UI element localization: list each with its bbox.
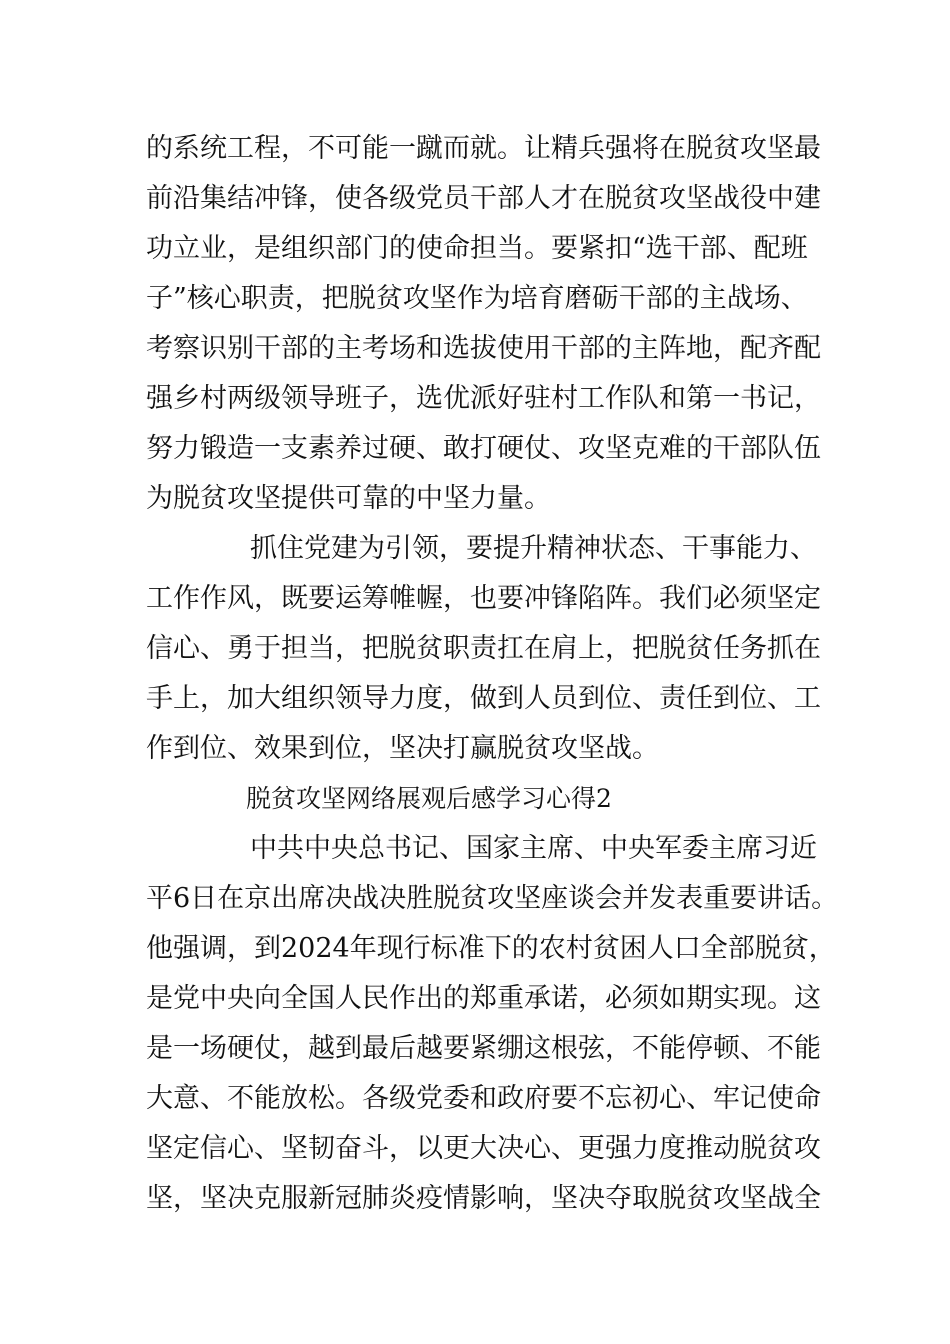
text-line: 前沿集结冲锋，使各级党员干部人才在脱贫攻坚战役中建 (146, 183, 821, 214)
text-line: 是党中央向全国人民作出的郑重承诺，必须如期实现。这 (146, 983, 821, 1014)
text-line: 努力锻造一支素养过硬、敢打硬仗、攻坚克难的干部队伍 (146, 433, 821, 464)
text-line: 考察识别干部的主考场和选拔使用干部的主阵地，配齐配 (146, 333, 821, 364)
text-line: 强乡村两级领导班子，选优派好驻村工作队和第一书记， (146, 383, 821, 414)
text-line: 信心、勇于担当，把脱贫职责扛在肩上，把脱贫任务抓在 (146, 633, 821, 664)
text-line: 子”核心职责，把脱贫攻坚作为培育磨砺干部的主战场、 (146, 283, 808, 314)
text-line: 作到位、效果到位，坚决打赢脱贫攻坚战。 (146, 733, 659, 764)
text-line: 坚定信心、坚韧奋斗，以更大决心、更强力度推动脱贫攻 (146, 1133, 821, 1164)
text-line: 功立业，是组织部门的使命担当。要紧扣“选干部、配班 (146, 233, 808, 264)
text-line: 的系统工程，不可能一蹴而就。让精兵强将在脱贫攻坚最 (146, 133, 821, 164)
paragraph-first-line: 抓住党建为引领，要提升精神状态、干事能力、 (250, 533, 817, 564)
text-line: 平6日在京出席决战决胜脱贫攻坚座谈会并发表重要讲话。 (146, 883, 839, 914)
text-line: 工作作风，既要运筹帷幄，也要冲锋陷阵。我们必须坚定 (146, 583, 821, 614)
text-line: 是一场硬仗，越到最后越要紧绷这根弦，不能停顿、不能 (146, 1033, 821, 1064)
text-line: 手上，加大组织领导力度，做到人员到位、责任到位、工 (146, 683, 821, 714)
paragraph-first-line: 中共中央总书记、国家主席、中央军委主席习近 (250, 833, 817, 864)
text-line: 大意、不能放松。各级党委和政府要不忘初心、牢记使命 (146, 1083, 821, 1114)
text-line: 为脱贫攻坚提供可靠的中坚力量。 (146, 483, 551, 514)
text-line: 他强调，到2024年现行标准下的农村贫困人口全部脱贫， (146, 933, 836, 964)
section-heading: 脱贫攻坚网络展观后感学习心得2 (246, 784, 612, 813)
text-line: 坚，坚决克服新冠肺炎疫情影响，坚决夺取脱贫攻坚战全 (146, 1183, 821, 1214)
